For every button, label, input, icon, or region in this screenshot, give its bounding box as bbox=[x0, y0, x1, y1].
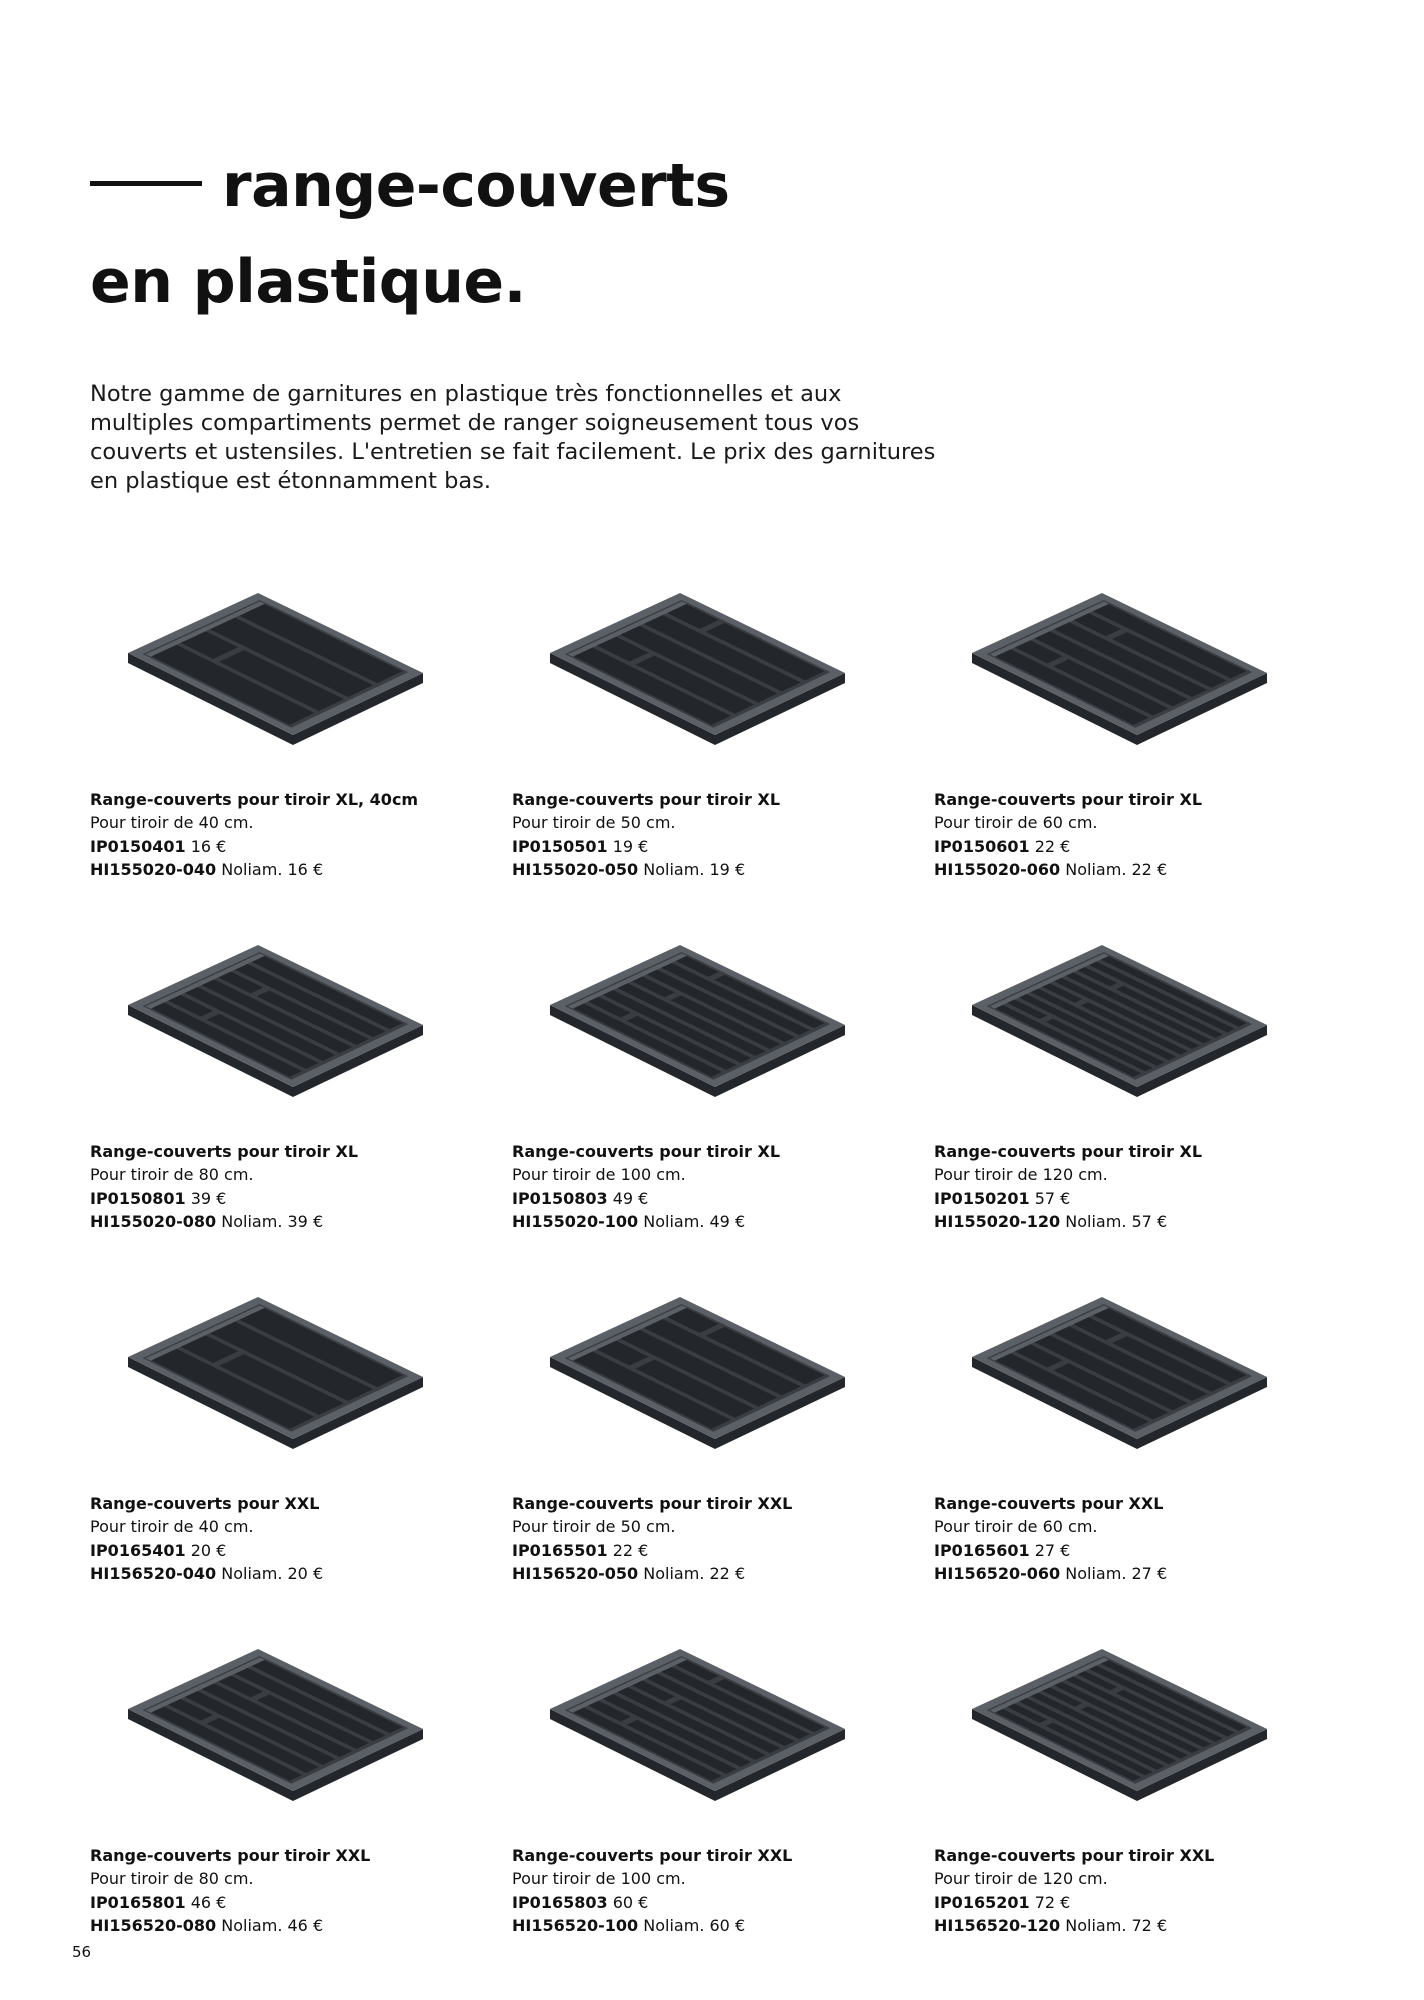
product-grid bbox=[90, 585, 1356, 1993]
product-card[interactable] bbox=[934, 1641, 1356, 1993]
product-ref-alt: HI156520-080 bbox=[90, 1915, 217, 1935]
product-ref-alt: HI155020-050 bbox=[512, 859, 639, 879]
product-price: 19 € bbox=[612, 836, 649, 856]
product-info bbox=[934, 1844, 1344, 1937]
product-ref-alt: HI156520-050 bbox=[512, 1563, 639, 1583]
product-ref-line-1 bbox=[90, 1187, 500, 1210]
product-card[interactable] bbox=[934, 937, 1356, 1289]
product-ref-line-1 bbox=[512, 1187, 922, 1210]
product-info bbox=[934, 788, 1344, 881]
product-ref-alt: HI156520-040 bbox=[90, 1563, 217, 1583]
product-price-alt: Noliam. 20 € bbox=[221, 1563, 324, 1583]
cutlery-tray-image bbox=[108, 585, 428, 755]
product-ref-line-2 bbox=[90, 1562, 500, 1585]
product-description: Pour tiroir de 100 cm. bbox=[512, 1165, 686, 1185]
cutlery-tray-image bbox=[952, 1289, 1272, 1459]
product-ref-alt: HI155020-120 bbox=[934, 1211, 1061, 1231]
product-description: Pour tiroir de 100 cm. bbox=[512, 1869, 686, 1889]
product-name: Range-couverts pour tiroir XL bbox=[512, 1142, 781, 1161]
product-price-alt: Noliam. 19 € bbox=[643, 859, 746, 879]
product-ref-line-2 bbox=[512, 1562, 922, 1585]
product-info bbox=[512, 1844, 922, 1937]
product-description: Pour tiroir de 40 cm. bbox=[90, 1517, 254, 1537]
product-description: Pour tiroir de 120 cm. bbox=[934, 1165, 1108, 1185]
product-price: 27 € bbox=[1034, 1540, 1071, 1560]
product-name: Range-couverts pour tiroir XL bbox=[934, 790, 1203, 809]
product-price: 22 € bbox=[1034, 836, 1071, 856]
product-info bbox=[90, 788, 500, 881]
product-info bbox=[512, 1492, 922, 1585]
product-ref-line-2 bbox=[934, 1562, 1344, 1585]
product-ref: IP0150801 bbox=[90, 1188, 186, 1208]
cutlery-tray-image bbox=[108, 937, 428, 1107]
cutlery-tray-image bbox=[530, 937, 850, 1107]
product-price-alt: Noliam. 22 € bbox=[643, 1563, 746, 1583]
product-price-alt: Noliam. 16 € bbox=[221, 859, 324, 879]
product-info bbox=[90, 1492, 500, 1585]
product-price: 16 € bbox=[190, 836, 227, 856]
product-ref: IP0165401 bbox=[90, 1540, 186, 1560]
product-ref: IP0165201 bbox=[934, 1892, 1030, 1912]
product-description: Pour tiroir de 50 cm. bbox=[512, 813, 676, 833]
product-card[interactable] bbox=[90, 1641, 512, 1993]
intro-paragraph: Notre gamme de garnitures en plastique très fonctionnelles et aux multiples compartiments permet de ranger soigneusement tous vos couverts et ustensiles. L'entretien se fait facilement. Le prix des garnitures en plastique est étonnamment bas. bbox=[90, 381, 936, 494]
product-ref-line-1 bbox=[934, 1891, 1344, 1914]
product-name: Range-couverts pour tiroir XXL bbox=[934, 1846, 1215, 1865]
product-info bbox=[90, 1140, 500, 1233]
product-info bbox=[512, 788, 922, 881]
product-ref-alt: HI155020-060 bbox=[934, 859, 1061, 879]
product-description: Pour tiroir de 40 cm. bbox=[90, 813, 254, 833]
product-info bbox=[512, 1140, 922, 1233]
product-price-alt: Noliam. 72 € bbox=[1065, 1915, 1168, 1935]
product-info bbox=[934, 1492, 1344, 1585]
product-ref-line-1 bbox=[934, 1539, 1344, 1562]
product-ref-line-2 bbox=[90, 1914, 500, 1937]
product-name: Range-couverts pour tiroir XXL bbox=[90, 1846, 371, 1865]
product-price-alt: Noliam. 22 € bbox=[1065, 859, 1168, 879]
product-ref: IP0165601 bbox=[934, 1540, 1030, 1560]
product-name: Range-couverts pour tiroir XXL bbox=[512, 1494, 793, 1513]
product-name: Range-couverts pour tiroir XL, 40cm bbox=[90, 790, 419, 809]
product-ref-alt: HI156520-120 bbox=[934, 1915, 1061, 1935]
product-ref-line-2 bbox=[90, 858, 500, 881]
page-number: 56 bbox=[72, 1943, 92, 1961]
product-ref: IP0165801 bbox=[90, 1892, 186, 1912]
product-ref-line-1 bbox=[512, 1539, 922, 1562]
product-price: 39 € bbox=[190, 1188, 227, 1208]
product-price-alt: Noliam. 57 € bbox=[1065, 1211, 1168, 1231]
product-ref: IP0150803 bbox=[512, 1188, 608, 1208]
product-price-alt: Noliam. 49 € bbox=[643, 1211, 746, 1231]
product-price: 20 € bbox=[190, 1540, 227, 1560]
product-ref: IP0150601 bbox=[934, 836, 1030, 856]
product-card[interactable] bbox=[512, 937, 934, 1289]
product-description: Pour tiroir de 80 cm. bbox=[90, 1869, 254, 1889]
product-ref-line-2 bbox=[934, 1210, 1344, 1233]
product-card[interactable] bbox=[934, 585, 1356, 937]
product-name: Range-couverts pour tiroir XL bbox=[90, 1142, 359, 1161]
cutlery-tray-image bbox=[952, 585, 1272, 755]
product-ref-alt: HI155020-080 bbox=[90, 1211, 217, 1231]
cutlery-tray-image bbox=[952, 937, 1272, 1107]
product-card[interactable] bbox=[512, 1289, 934, 1641]
product-info bbox=[934, 1140, 1344, 1233]
product-price: 72 € bbox=[1034, 1892, 1071, 1912]
product-ref-line-1 bbox=[934, 1187, 1344, 1210]
cutlery-tray-image bbox=[530, 1641, 850, 1811]
product-ref-alt: HI155020-040 bbox=[90, 859, 217, 879]
product-description: Pour tiroir de 50 cm. bbox=[512, 1517, 676, 1537]
product-info bbox=[90, 1844, 500, 1937]
product-ref-alt: HI156520-100 bbox=[512, 1915, 639, 1935]
product-name: Range-couverts pour tiroir XL bbox=[512, 790, 781, 809]
product-ref-line-1 bbox=[934, 835, 1344, 858]
product-price: 22 € bbox=[612, 1540, 649, 1560]
product-ref: IP0165803 bbox=[512, 1892, 608, 1912]
product-ref: IP0165501 bbox=[512, 1540, 608, 1560]
product-name: Range-couverts pour tiroir XXL bbox=[512, 1846, 793, 1865]
product-card[interactable] bbox=[90, 1289, 512, 1641]
page-title-line-1 bbox=[90, 138, 730, 234]
product-price-alt: Noliam. 60 € bbox=[643, 1915, 746, 1935]
title-text-2: en plastique. bbox=[90, 247, 526, 317]
product-name: Range-couverts pour XXL bbox=[90, 1494, 320, 1513]
title-text-1: range-couverts bbox=[222, 151, 730, 221]
product-card[interactable] bbox=[90, 585, 512, 937]
product-price: 46 € bbox=[190, 1892, 227, 1912]
product-price: 60 € bbox=[612, 1892, 649, 1912]
product-price-alt: Noliam. 46 € bbox=[221, 1915, 324, 1935]
cutlery-tray-image bbox=[530, 1289, 850, 1459]
product-price-alt: Noliam. 39 € bbox=[221, 1211, 324, 1231]
title-rule bbox=[90, 181, 202, 186]
product-ref: IP0150501 bbox=[512, 836, 608, 856]
product-description: Pour tiroir de 80 cm. bbox=[90, 1165, 254, 1185]
cutlery-tray-image bbox=[952, 1641, 1272, 1811]
product-ref-line-2 bbox=[512, 1210, 922, 1233]
product-ref-line-1 bbox=[90, 835, 500, 858]
product-ref-alt: HI155020-100 bbox=[512, 1211, 639, 1231]
product-ref-line-1 bbox=[512, 835, 922, 858]
product-ref: IP0150201 bbox=[934, 1188, 1030, 1208]
product-ref-line-1 bbox=[90, 1539, 500, 1562]
cutlery-tray-image bbox=[108, 1289, 428, 1459]
product-description: Pour tiroir de 60 cm. bbox=[934, 813, 1098, 833]
product-price: 49 € bbox=[612, 1188, 649, 1208]
product-ref-line-1 bbox=[512, 1891, 922, 1914]
product-ref-alt: HI156520-060 bbox=[934, 1563, 1061, 1583]
product-ref-line-2 bbox=[934, 858, 1344, 881]
product-ref-line-2 bbox=[90, 1210, 500, 1233]
product-card[interactable] bbox=[512, 585, 934, 937]
product-card[interactable] bbox=[934, 1289, 1356, 1641]
product-price: 57 € bbox=[1034, 1188, 1071, 1208]
product-ref: IP0150401 bbox=[90, 836, 186, 856]
product-name: Range-couverts pour XXL bbox=[934, 1494, 1164, 1513]
product-description: Pour tiroir de 60 cm. bbox=[934, 1517, 1098, 1537]
product-description: Pour tiroir de 120 cm. bbox=[934, 1869, 1108, 1889]
product-card[interactable] bbox=[512, 1641, 934, 1993]
page-title bbox=[90, 138, 730, 330]
product-ref-line-2 bbox=[512, 1914, 922, 1937]
product-ref-line-2 bbox=[934, 1914, 1344, 1937]
cutlery-tray-image bbox=[108, 1641, 428, 1811]
product-ref-line-2 bbox=[512, 858, 922, 881]
product-ref-line-1 bbox=[90, 1891, 500, 1914]
cutlery-tray-image bbox=[530, 585, 850, 755]
product-card[interactable] bbox=[90, 937, 512, 1289]
product-price-alt: Noliam. 27 € bbox=[1065, 1563, 1168, 1583]
product-name: Range-couverts pour tiroir XL bbox=[934, 1142, 1203, 1161]
